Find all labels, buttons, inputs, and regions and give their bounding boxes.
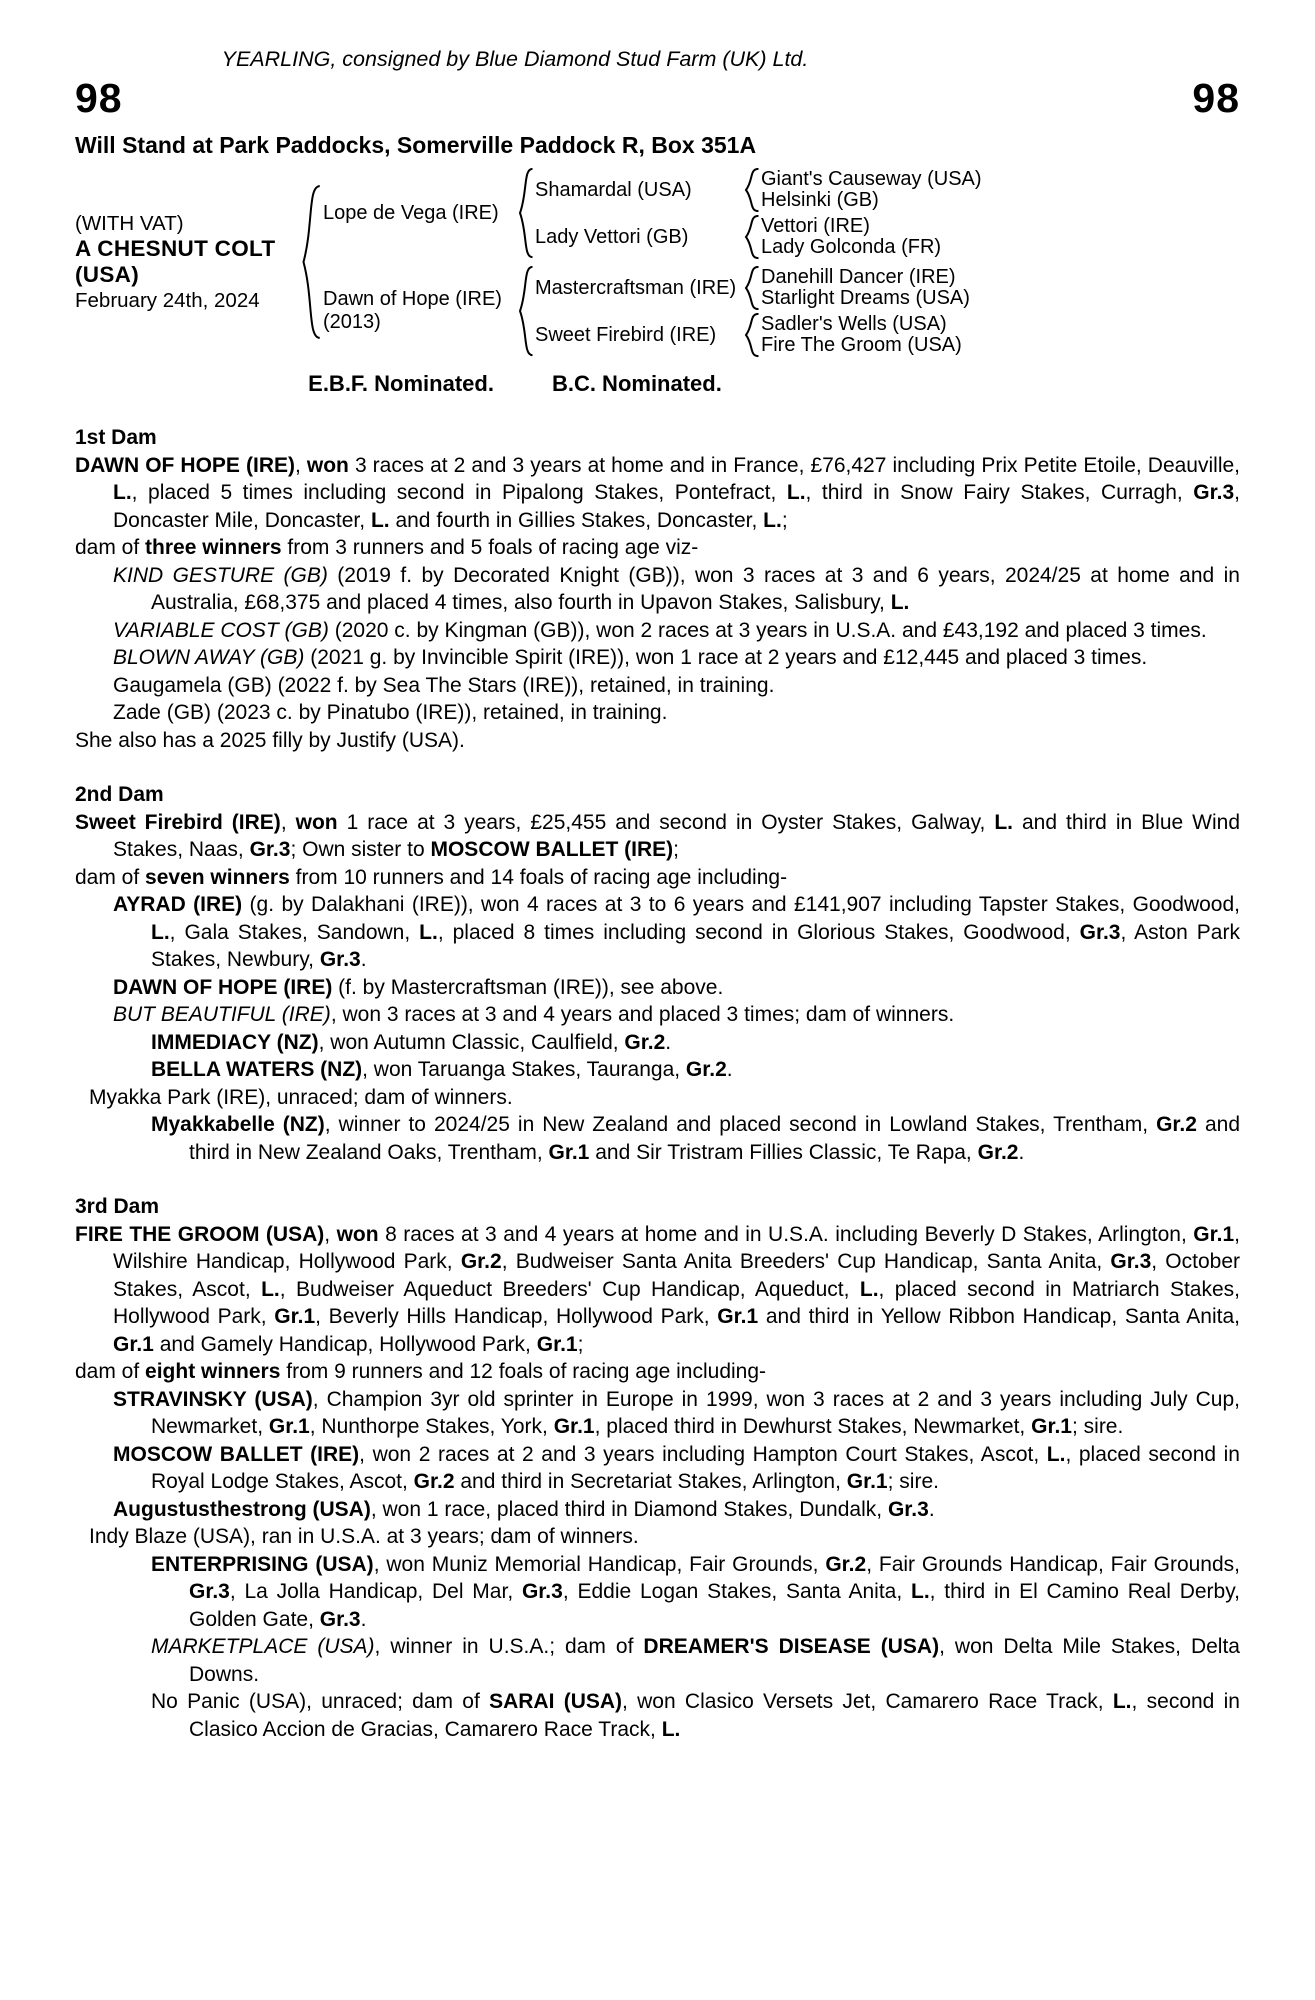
text-run: Gr.2 [413,1470,455,1493]
text-run: L. [370,508,390,532]
text-run: , winner in U.S.A.; dam of [374,1635,644,1658]
pedigree-table [75,167,1035,357]
text-run: , won Taruanga Stakes, Tauranga, [362,1058,686,1081]
text-run: , won Autumn Classic, Caulfield, [318,1030,625,1054]
text-run: L. [763,508,782,532]
lot-number-row [75,76,1240,128]
dam-section-heading: 3rd Dam [75,1195,160,1218]
text-run: , Doncaster Mile, Doncaster, [113,481,1240,532]
pedigree-paragraph [75,1084,1240,1112]
text-run: won [336,1222,379,1246]
text-run: three winners [145,536,282,559]
dam-branch [323,265,1009,357]
text-run: and fourth in Gillies Stakes, Doncaster, [389,508,764,532]
text-run: L. [1112,1690,1132,1713]
text-run: , La Jolla Handicap, Del Mar, [229,1580,522,1603]
brace-icon [297,183,323,341]
pedigree-paragraph [75,1523,1240,1551]
great-granddam-name: Lady Golconda (FR) [761,235,942,258]
text-run: Gr.2 [825,1552,867,1576]
great-grandsire-name: Sadler's Wells (USA) [761,312,947,335]
text-run: from 3 runners and 5 foals of racing age viz- [281,536,699,559]
text-run: Augustusthestrong (USA) [113,1497,371,1521]
text-run: L. [1046,1442,1066,1466]
text-run: Gr.3 [319,948,361,971]
text-run: , Champion 3yr old sprinter in Europe in 1999, won 3 races at 2 and 3 years including July Cup, Newmarket, [151,1387,1240,1438]
text-run: Gr.1 [113,1332,154,1356]
text-run: MARKETPLACE (USA) [151,1635,375,1658]
text-run: , Beverly Hills Handicap, Hollywood Park, [315,1305,718,1328]
text-run: L. [994,810,1014,834]
dam-section-heading: 2nd Dam [75,783,164,806]
text-run: , won 2 races at 2 and 3 years including Hampton Court Stakes, Ascot, [359,1442,1047,1466]
vat-note: (WITH VAT) [75,211,184,235]
text-run: ; [781,508,788,532]
text-run: Gr.1 [1031,1415,1072,1438]
text-run: ; sire. [1071,1415,1124,1438]
text-run: DAWN OF HOPE (IRE) [75,453,295,477]
text-run: eight winners [145,1360,281,1383]
text-run: Gr.2 [624,1030,666,1054]
brace-icon [515,265,535,357]
text-run: , Budweiser Aqueduct Breeders' Cup Handicap, Aqueduct, [279,1277,860,1301]
pedigree-subject [75,211,297,314]
pedigree-paragraph [75,1633,1240,1688]
text-run: , Eddie Logan Stakes, Santa Anita, [562,1580,911,1603]
text-run: , placed third in Dewhurst Stakes, Newmarket, [594,1415,1032,1438]
text-run: dam of [75,1360,146,1383]
ebf-nominated-label: E.B.F. Nominated. [308,371,494,396]
text-run: Gr.3 [189,1580,230,1603]
pedigree-paragraph [75,644,1240,672]
text-run: ; [577,1332,584,1356]
brace-icon [741,266,761,310]
text-run: L. [859,1277,879,1301]
text-run: 3 races at 2 and 3 years at home and in France, £76,427 including Prix Petite Etoile, Deauville, [348,453,1240,477]
pedigree-paragraph [75,727,1240,755]
text-run: L. [661,1717,681,1741]
text-run: Gaugamela (GB) (2022 f. by Sea The Stars (IRE)), retained, in training. [113,673,775,697]
text-run: Gr.1 [717,1305,759,1328]
text-run: Indy Blaze (USA), ran in U.S.A. at 3 years; dam of winners. [89,1525,639,1548]
text-run: , Aston Park Stakes, Newbury, [151,920,1240,971]
brace-icon [741,215,761,259]
text-run: won [306,453,349,477]
lot-number-right: 98 [1192,75,1240,121]
pedigree-paragraph [75,1029,1240,1057]
pedigree-paragraph [75,864,1240,892]
text-run: and Gamely Handicap, Hollywood Park, [153,1332,537,1356]
text-run: , won Delta Mile Stakes, Delta Downs. [189,1635,1240,1686]
text-run: from 9 runners and 12 foals of racing age including- [280,1360,767,1383]
text-run: seven winners [145,865,290,889]
text-run: , third in El Camino Real Derby, Golden Gate, [189,1580,1240,1631]
dam-foaling-year: (2013) [323,311,381,333]
great-grandsire-name: Vettori (IRE) [761,214,870,237]
subject-name: A CHESNUT COLT [75,235,276,261]
pedigree-paragraph [75,1496,1240,1524]
text-run: ; sire. [887,1470,939,1493]
text-run: , placed second in Matriarch Stakes, Hollywood Park, [113,1277,1240,1328]
text-run: Gr.3 [1079,920,1121,944]
dam-name [323,288,515,334]
subject-foaling-date: February 24th, 2024 [75,288,260,312]
pedigree-paragraph [75,1001,1240,1029]
text-run: L. [786,481,806,504]
text-run: , second in Clasico Accion de Gracias, Camarero Race Track, [189,1690,1240,1741]
text-run: FIRE THE GROOM (USA) [75,1222,325,1246]
text-run: , Nunthorpe Stakes, York, [309,1415,554,1438]
text-run: , won 3 races at 3 and 4 years and placed 3 times; dam of winners. [330,1003,955,1026]
sire-name: Lope de Vega (IRE) [323,201,499,224]
brace-icon [741,168,761,212]
pedigree-paragraph [75,617,1240,645]
dam-dam-name: Sweet Firebird (IRE) [535,323,717,346]
text-run: MOSCOW BALLET (IRE) [113,1442,360,1466]
pedigree-paragraph [75,1111,1240,1166]
text-run: Gr.1 [1193,1222,1235,1246]
text-run: , October Stakes, Ascot, [113,1250,1241,1301]
text-run: BELLA WATERS (NZ) [151,1058,363,1081]
pedigree-parents [323,167,1009,357]
text-run: Gr.3 [1110,1250,1152,1273]
text-run: Gr.3 [521,1580,563,1603]
text-run: Gr.2 [977,1140,1019,1164]
brace-icon [741,313,761,357]
text-run: (2019 f. by Decorated Knight (GB)), won 3 races at 3 and 6 years, 2024/25 at home and in Australia, £68,375 and placed 4 times, also fourth in Upavon Stakes, Salisbury, [151,563,1240,614]
text-run: , third in Snow Fairy Stakes, Curragh, [805,481,1194,504]
text-run: She also has a 2025 filly by Justify (USA). [75,728,465,752]
text-run: , Fair Grounds Handicap, Fair Grounds, [866,1552,1241,1576]
great-granddam-name: Starlight Dreams (USA) [761,286,970,309]
text-run: . [928,1497,935,1521]
sire-branch [323,167,1009,259]
text-run: Gr.3 [1193,481,1235,504]
text-run: dam of [75,536,146,559]
text-run: AYRAD (IRE) [113,893,243,916]
text-run: from 10 runners and 14 foals of racing age including- [289,865,788,889]
text-run: BUT BEAUTIFUL (IRE) [113,1003,331,1026]
text-run: dam of [75,865,146,889]
text-run: and Sir Tristram Fillies Classic, Te Rapa, [589,1140,978,1164]
sire-sire-name: Shamardal (USA) [535,178,692,201]
pedigree-paragraph [75,1688,1240,1743]
dam-sire-name: Mastercraftsman (IRE) [535,276,737,299]
great-granddam-name: Helsinki (GB) [761,188,879,211]
pedigree-paragraph [75,1056,1240,1084]
nomination-row [75,371,955,397]
text-run: , placed 5 times including second in Pipalong Stakes, Pontefract, [131,481,787,504]
text-run: , Gala Stakes, Sandown, [169,920,420,944]
text-run: . [360,1607,367,1631]
pedigree-paragraph [75,672,1240,700]
text-run: . [360,948,367,971]
pedigree-paragraph [75,1386,1240,1441]
text-run: , [280,810,296,834]
pedigree-paragraph [75,1221,1240,1359]
text-run: , [295,453,307,477]
text-run: BLOWN AWAY (GB) [113,646,305,669]
text-run: Gr.1 [274,1305,316,1328]
text-run: Gr.1 [536,1332,578,1356]
stand-location-line: Will Stand at Park Paddocks, Somerville Paddock R, Box 351A [75,132,757,158]
text-run: Gr.2 [460,1250,502,1273]
great-grandsire-name: Danehill Dancer (IRE) [761,265,956,288]
pedigree-paragraph [75,809,1240,864]
text-run: , placed 8 times including second in Glorious Stakes, Goodwood, [437,920,1080,944]
text-run: Gr.2 [685,1058,727,1081]
text-run: L. [890,591,910,614]
dam-section-heading: 1st Dam [75,426,157,449]
text-run: SARAI (USA) [489,1690,623,1713]
pedigree-paragraph [75,534,1240,562]
text-run: , Wilshire Handicap, Hollywood Park, [113,1222,1241,1273]
text-run: (g. by Dalakhani (IRE)), won 4 races at 3 to 6 years and £141,907 including Tapster Stakes, Goodwood, [242,893,1240,916]
text-run: MOSCOW BALLET (IRE) [430,838,674,861]
consignor-line: YEARLING, consigned by Blue Diamond Stud Farm (UK) Ltd. [221,47,809,71]
text-run: 8 races at 3 and 4 years at home and in U.S.A. including Beverly D Stakes, Arlington, [378,1222,1194,1246]
text-run: Gr.1 [846,1470,888,1493]
text-run: Myakka Park (IRE), unraced; dam of winners. [89,1085,513,1109]
text-run: DREAMER'S DISEASE (USA) [643,1635,940,1658]
text-run: and third in Secretariat Stakes, Arlington, [454,1470,847,1493]
text-run: DAWN OF HOPE (IRE) [113,975,333,999]
text-run: L. [911,1580,930,1603]
text-run: IMMEDIACY (NZ) [151,1030,319,1054]
text-run: . [665,1030,672,1054]
lot-number-left: 98 [75,75,123,121]
pedigree-paragraph [75,891,1240,974]
pedigree-paragraph [75,1441,1240,1496]
text-run: ENTERPRISING (USA) [151,1552,374,1576]
text-run: Gr.2 [1156,1113,1197,1136]
text-run: ; [673,838,679,861]
text-run: Gr.1 [553,1415,595,1438]
pedigree-paragraph [75,562,1240,617]
text-run: Gr.3 [887,1497,929,1521]
text-run: No Panic (USA), unraced; dam of [151,1690,490,1713]
text-run: , Budweiser Santa Anita Breeders' Cup Handicap, Santa Anita, [501,1250,1111,1273]
text-run: , [324,1222,337,1246]
text-run: (2021 g. by Invincible Spirit (IRE)), won 1 race at 2 years and £12,445 and placed 3 times. [304,646,1148,669]
text-run: , won Clasico Versets Jet, Camarero Race Track, [622,1690,1113,1713]
text-run: STRAVINSKY (USA) [113,1387,313,1411]
text-run: L. [419,920,438,944]
subject-country: (USA) [75,261,139,287]
text-run: L. [261,1277,280,1301]
dam-sire-branch [535,266,1009,310]
pedigree-paragraph [75,974,1240,1002]
sire-sire-branch [535,168,1009,212]
great-granddam-name: Fire The Groom (USA) [761,333,962,356]
pedigree-paragraph [75,452,1240,535]
bc-nominated-label: B.C. Nominated. [551,371,722,396]
text-run: , winner to 2024/25 in New Zealand and placed second in Lowland Stakes, Trentham, [324,1113,1157,1136]
sire-dam-name: Lady Vettori (GB) [535,225,689,248]
text-run: VARIABLE COST (GB) [113,618,329,642]
text-run: , won Muniz Memorial Handicap, Fair Grounds, [373,1552,826,1576]
brace-icon [515,167,535,259]
text-run: Gr.1 [548,1140,590,1164]
great-grandsire-name: Giant's Causeway (USA) [761,167,982,190]
text-run: (2020 c. by Kingman (GB)), won 2 races at 3 years in U.S.A. and £43,192 and placed 3 times. [328,618,1207,642]
pedigree-paragraph [75,699,1240,727]
sire-dam-branch [535,215,1009,259]
text-run: . [1018,1140,1025,1164]
text-run: L. [151,920,170,944]
text-run: Gr.3 [319,1607,361,1631]
dam-name-text: Dawn of Hope (IRE) [323,288,502,310]
text-run: , won 1 race, placed third in Diamond Stakes, Dundalk, [370,1497,888,1521]
text-run: Gr.3 [249,838,291,861]
text-run: Sweet Firebird (IRE) [75,810,281,834]
text-run: and third in Blue Wind Stakes, Naas, [113,810,1240,861]
dam-dam-branch [535,313,1009,357]
text-run: . [726,1058,733,1081]
text-run: KIND GESTURE (GB) [113,563,328,587]
text-run: Myakkabelle (NZ) [151,1113,325,1136]
text-run: (f. by Mastercraftsman (IRE)), see above. [332,975,724,999]
produce-sections [75,424,1240,1743]
pedigree-paragraph [75,1551,1240,1634]
text-run: and third in New Zealand Oaks, Trentham, [189,1113,1241,1164]
text-run: 1 race at 3 years, £25,455 and second in Oyster Stakes, Galway, [337,810,995,834]
text-run: Gr.1 [268,1415,310,1438]
text-run: Zade (GB) (2023 c. by Pinatubo (IRE)), retained, in training. [113,701,668,724]
text-run: ; Own sister to [290,838,431,861]
text-run: , placed second in Royal Lodge Stakes, Ascot, [151,1442,1240,1493]
pedigree-paragraph [75,1358,1240,1386]
text-run: won [295,810,338,834]
text-run: L. [113,481,132,504]
text-run: and third in Yellow Ribbon Handicap, Santa Anita, [758,1305,1241,1328]
